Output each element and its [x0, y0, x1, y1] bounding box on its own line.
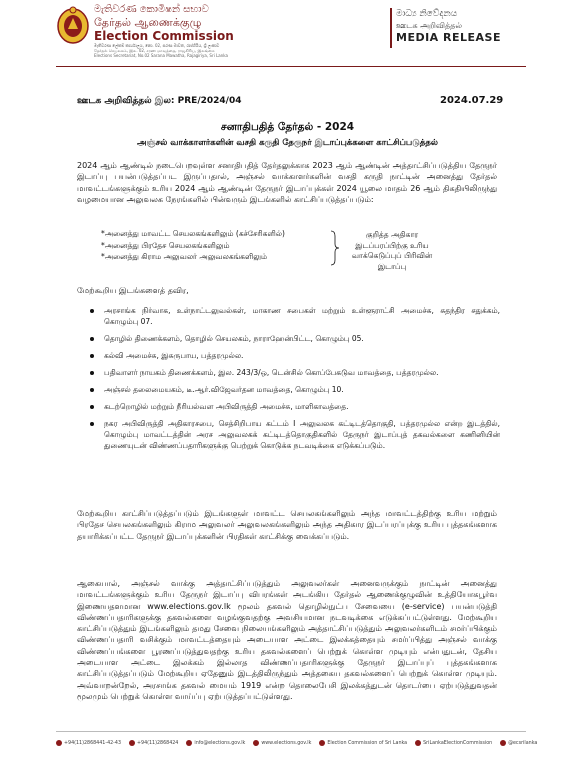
- fax-icon: [129, 740, 135, 746]
- bullet-icon: [90, 337, 94, 341]
- phone-icon: [56, 740, 62, 746]
- footer-fax: +94(11)2868424: [129, 740, 178, 746]
- media-release-tamil: ஊடக அறிவித்தல்: [396, 21, 463, 30]
- web-icon: [253, 740, 259, 746]
- list-item: அரசாங்க நிர்வாக, உள்நாட்டலுவல்கள், மாகாண சபைகள் மற்றும் உள்ளூராட்சி அமைச்சு, சுதந்திர சதுக்கம், கொழும்பு 07.: [90, 305, 500, 327]
- youtube-icon: [319, 740, 325, 746]
- eservice-paragraph: ஆகையால், அஞ்சல் வாக்கு அத்தாட்சிப்படுத்தும் அலுவலர்கள் அனைவருக்கும் நாட்டின் அனைத்து மாவட்டங்களுக்கும் உரிய தேருநர் இடாப்பு விபரங்கள் அடங்கிய தேர்தல் ஆணைக்குழுவின் உத்தியோகபூர்வ இணையதளமான www.elections.gov.lk மூலம் தகவல் தொழில்நுட்ப சேவையை (e-service) பயன்படுத்தி விண்ணப்பதாரிகளுக்கு தகவல்களை வழங்குவதற்கு அவசியமான நடவடிக்கை எடுக்கப்பட்டுள்ளது. மேற்கூறிய காட்சிப்படுத்தும் இடங்களிலும் தமது சேவை நிலையங்களிலும் அத்தாட்சிப்படுத்தும் அலுவலர்களிடம் சமர்ப்பிக்கும் விண்ணப்பதாரி வசிக்கும் மாவட்டத்தையும் அடையாள அட்டை இலக்கத்தையும் சமர்ப்பித்து அஞ்சல் வாக்கு விண்ணப்பங்களை பூரணப்படுத்துவதற்கு உரிய தகவல்களைப் பெற்றுக் கொள்ள முடியும் என்பதுடன், தேசிய அடையாள அட்டை இலக்கம் இல்லாத விண்ணப்பதாரிகளுக்கு தேருநர் இடாப்புப் புத்தகங்களாக காட்சிப்படுத்தப்படும் மேற்கூறிய ஏதேனும் இடத்திலிருந்தும் அத்தகைய தகவல்களைப் பெற்றுக் கொள்ள முடியும். அவ்வாறன்றேல், அரசாங்க தகவல் மையம் 1919 என்ற தொலைபேசி இலக்கத்துடன் தொடர்பை ஏற்படுத்துவதன் மூலமும் பெற்றுக் கொள்ள வாய்ப்பு ஏற்படுத்தப்பட்டுள்ளது.: [77, 579, 497, 701]
- office-list: [101, 228, 285, 263]
- footer-youtube[interactable]: Election Commission of Sri Lanka: [319, 740, 407, 746]
- bullet-icon: [90, 354, 94, 358]
- contact-footer: [56, 736, 538, 750]
- brace-note: குறித்த அதிகார இடப்பரப்பிற்கு உரிய வாக்கெடுப்புப் பிரிவின் இடாப்பு: [351, 230, 433, 271]
- bullet-icon: [90, 388, 94, 392]
- media-release-sinhala: මාධ්‍ය නිවේදනය: [396, 9, 458, 19]
- list-item: நகர அபிவிருத்தி அதிகாரசபை, செத்சிறிபாய கட்டம் I அலுவலக கட்டிடத்தொகுதி, பத்தரமுல்ல என்ற இடத்தில், கொழும்பு மாவட்டத்தின் அரச அலுவலகக் கட்டிடத்தொகுதிகளில் தேருநர் இடாப்புத் தகவல்களை கணினியின் துணையுடன் விண்ணப்பதாரிகளுக்கு பெற்றுக் கொடுக்க நடவடிக்கை எடுக்கப்படும்.: [90, 418, 500, 451]
- office-item: *அனைத்து மாவட்ட செயலகங்களிலும் (கச்சேரிகளில்): [101, 229, 285, 238]
- office-item: *அனைத்து கிராம அலுவலர் அலுவலகங்களிலும்: [101, 252, 268, 261]
- org-name-tamil: தேர்தல் ஆணைக்குழு: [94, 16, 202, 29]
- address-english: Elections Secretariat, No.02 Sarana Mawatha, Rajagiriya, Sri Lanka: [94, 53, 228, 58]
- list-item: கல்வி அமைச்சு, இசுருபாய, பத்தரமுல்ல.: [90, 350, 500, 361]
- document-title: சனாதிபதித் தேர்தல் - 2024: [220, 121, 355, 133]
- address-tamil: தேர்தல் செயலகம், இல. 02, சரண மாவத்தை, ராஜகிரிய, இலங்கை: [94, 48, 215, 53]
- org-name-sinhala: මැතිවරණ කොමිෂන් සභාව: [94, 4, 209, 15]
- footer-rule: [56, 731, 526, 732]
- list-item: பதிவாளர் நாயகம் திணைக்களம், இல. 243/3/ஒ, டென்சில் கொப்பேகடுவ மாவத்தை, பத்தரமுல்ல.: [90, 367, 500, 378]
- display-places-list: [90, 305, 500, 457]
- office-item: *அனைத்து பிரதேச செயலகங்களிலும்: [101, 240, 230, 250]
- facebook-icon: [415, 740, 421, 746]
- email-icon: [186, 740, 192, 746]
- org-name-english: Election Commission: [94, 29, 234, 43]
- organization-name: [94, 4, 354, 58]
- release-date: 2024.07.29: [440, 95, 504, 106]
- address-sinhala: මැතිවරණ ලේකම් කාර්යාලය, නො. 02, සරණ මාවත, රාජගිරිය, ශ්‍රී ලංකාව: [94, 43, 220, 48]
- footer-facebook[interactable]: SriLankaElectionCommission: [415, 740, 492, 746]
- media-release-label: [396, 8, 501, 45]
- bullet-icon: [90, 422, 94, 426]
- document-subtitle: அஞ்சல் வாக்காளர்களின் வசதி கருதி தேருநர் இடாப்புக்களை காட்சிப்படுத்தல்: [137, 138, 438, 148]
- additional-places-intro: மேற்கூறிய இடங்களைத் தவிர,: [77, 286, 189, 295]
- reference-number: ஊடக அறிவித்தல் இல: PRE/2024/04: [77, 96, 242, 106]
- curly-brace: [330, 230, 340, 266]
- letterhead: [0, 0, 575, 80]
- media-release-english: MEDIA RELEASE: [396, 31, 501, 44]
- national-emblem-icon: [56, 4, 90, 44]
- list-item: தொழில் திணைக்களம், தொழில் செயலகம், நாராஹேன்பிட்ட, கொழும்பு 05.: [90, 333, 500, 344]
- footer-website[interactable]: www.elections.gov.lk: [253, 740, 311, 746]
- footer-email[interactable]: info@elections.gov.lk: [186, 740, 245, 746]
- list-item: அஞ்சல் தலைமையகம், டீ.ஆர்.விஜேவர்தன மாவத்தை, கொழும்பு 10.: [90, 384, 500, 395]
- footer-phone: +94(11)2868441-42-43: [56, 740, 121, 746]
- twitter-icon: [500, 740, 506, 746]
- divider: [390, 8, 392, 48]
- display-paragraph: மேற்கூறிய காட்சிப்படுத்தப்படும் இடங்களுள் மாவட்ட செயலகங்களிலும் அந்த மாவட்டத்திற்கு உரிய மற்றும் பிரதேச செயலகங்களிலும் கிராம அலுவலர் அலுவலகங்களிலும் அந்த அதிகார இடப்பரப்புக்கு உரிய புத்தகங்களாக தயாரிக்கப்பட்ட தேருநர் இடாப்புக்களின் பிரதிகள் காட்சிக்கு வைக்கப்படும்.: [77, 509, 497, 541]
- bullet-icon: [90, 405, 94, 409]
- footer-twitter[interactable]: @ecsrilanka: [500, 740, 537, 746]
- list-item: கடற்றொழில் மற்றும் நீரியல்வள அபிவிருத்தி அமைச்சு, மாளிகாவத்தை.: [90, 401, 500, 412]
- header-rule: [56, 66, 526, 67]
- intro-paragraph: 2024 ஆம் ஆண்டில் நடைபெறவுள்ள சனாதிபதித் தேர்தலுக்காக 2023 ஆம் ஆண்டின் அத்தாட்சிப்படுத்திய தேருநர் இடாப்பு பயன்படுத்தப்பட இருப்பதால், அஞ்சல் வாக்காளர்களின் வசதி கருதி நாட்டின் அனைத்து தேர்தல் மாவட்டங்களுக்கும் உரிய 2024 ஆம் ஆண்டின் தேருநர் இடாப்புக்கள் 2024 யூலை மாதம் 26 ஆம் திகதியிலிருந்து வழமையான அலுவலக நேரங்களில் பின்வரும் இடங்களில் காட்சிப்படுத்தப்படும்:: [77, 161, 497, 204]
- bullet-icon: [90, 309, 94, 313]
- bullet-icon: [90, 371, 94, 375]
